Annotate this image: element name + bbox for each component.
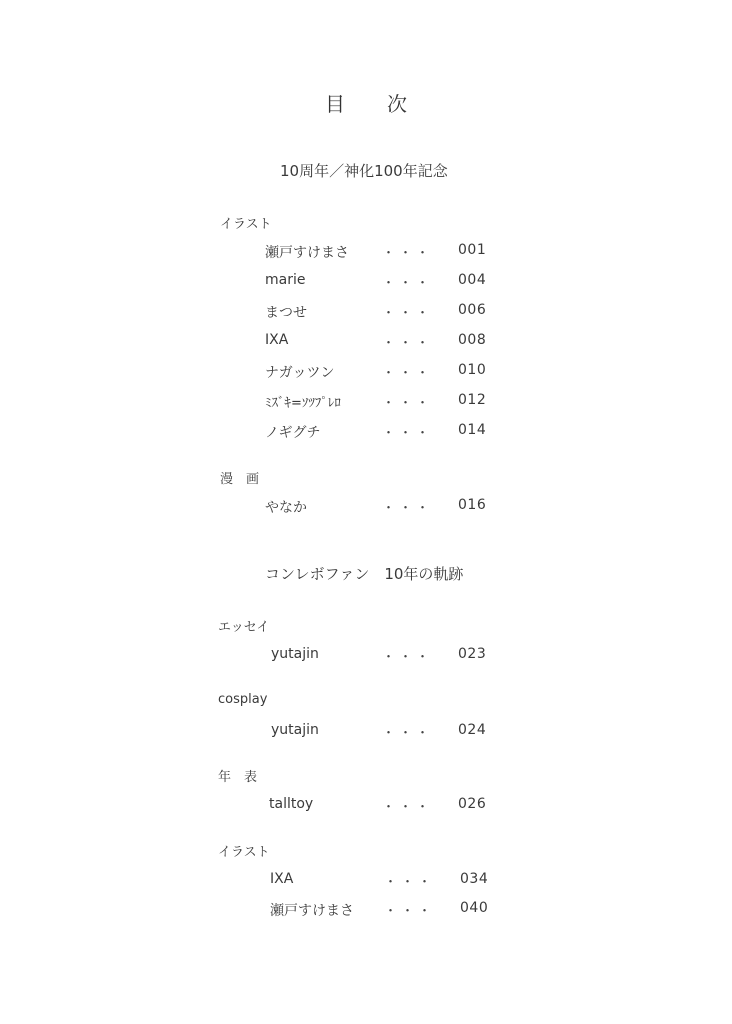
entry-page[interactable]: 040	[460, 900, 489, 916]
entry-name[interactable]: IXA	[270, 871, 294, 887]
entry-name[interactable]: ﾐｽﾞｷ=ｿﾂﾌﾟﾚﾛ	[265, 396, 341, 411]
entry-dots: ・・・	[382, 366, 434, 381]
entry-name[interactable]: 瀬戸すけまさ	[265, 245, 349, 261]
section-label-cosplay: cosplay	[218, 692, 268, 707]
entry-name[interactable]: まつせ	[265, 305, 307, 321]
entry-dots: ・・・	[384, 904, 436, 919]
entry-name[interactable]: 瀬戸すけまさ	[270, 903, 354, 919]
entry-page[interactable]: 014	[458, 422, 487, 438]
section-label-manga: 漫 画	[220, 472, 260, 487]
entry-name[interactable]: yutajin	[271, 646, 319, 662]
entry-dots: ・・・	[382, 306, 434, 321]
entry-dots: ・・・	[384, 875, 436, 890]
section-label-illust-2: イラスト	[218, 845, 270, 860]
entry-name[interactable]: yutajin	[271, 722, 319, 738]
section-label-illust: イラスト	[220, 217, 272, 232]
part2-heading: コンレボファン 10年の軌跡	[265, 565, 464, 583]
entry-dots: ・・・	[382, 426, 434, 441]
entry-name[interactable]: ノギグチ	[265, 425, 321, 441]
entry-name[interactable]: ナガッツン	[265, 365, 335, 381]
entry-dots: ・・・	[382, 276, 434, 291]
entry-page[interactable]: 016	[458, 497, 487, 513]
entry-name[interactable]: talltoy	[269, 796, 314, 812]
entry-page[interactable]: 001	[458, 242, 487, 258]
entry-page[interactable]: 034	[460, 871, 489, 887]
entry-name[interactable]: IXA	[265, 332, 289, 348]
entry-page[interactable]: 008	[458, 332, 487, 348]
entry-page[interactable]: 010	[458, 362, 487, 378]
entry-page[interactable]: 004	[458, 272, 487, 288]
part1-heading: 10周年／神化100年記念	[280, 162, 448, 180]
entry-dots: ・・・	[382, 800, 434, 815]
entry-dots: ・・・	[382, 726, 434, 741]
section-label-essay: エッセイ	[218, 620, 270, 635]
entry-dots: ・・・	[382, 246, 434, 261]
entry-dots: ・・・	[382, 336, 434, 351]
entry-name[interactable]: やなか	[265, 500, 307, 516]
page-title-right: 次	[387, 92, 408, 116]
page-title-left: 目	[325, 92, 346, 116]
entry-page[interactable]: 024	[458, 722, 487, 738]
entry-page[interactable]: 006	[458, 302, 487, 318]
entry-dots: ・・・	[382, 396, 434, 411]
entry-page[interactable]: 026	[458, 796, 487, 812]
entry-dots: ・・・	[382, 650, 434, 665]
entry-dots: ・・・	[382, 501, 434, 516]
entry-name[interactable]: marie	[265, 272, 306, 288]
section-label-chronology: 年 表	[218, 770, 258, 785]
entry-page[interactable]: 023	[458, 646, 487, 662]
entry-page[interactable]: 012	[458, 392, 487, 408]
